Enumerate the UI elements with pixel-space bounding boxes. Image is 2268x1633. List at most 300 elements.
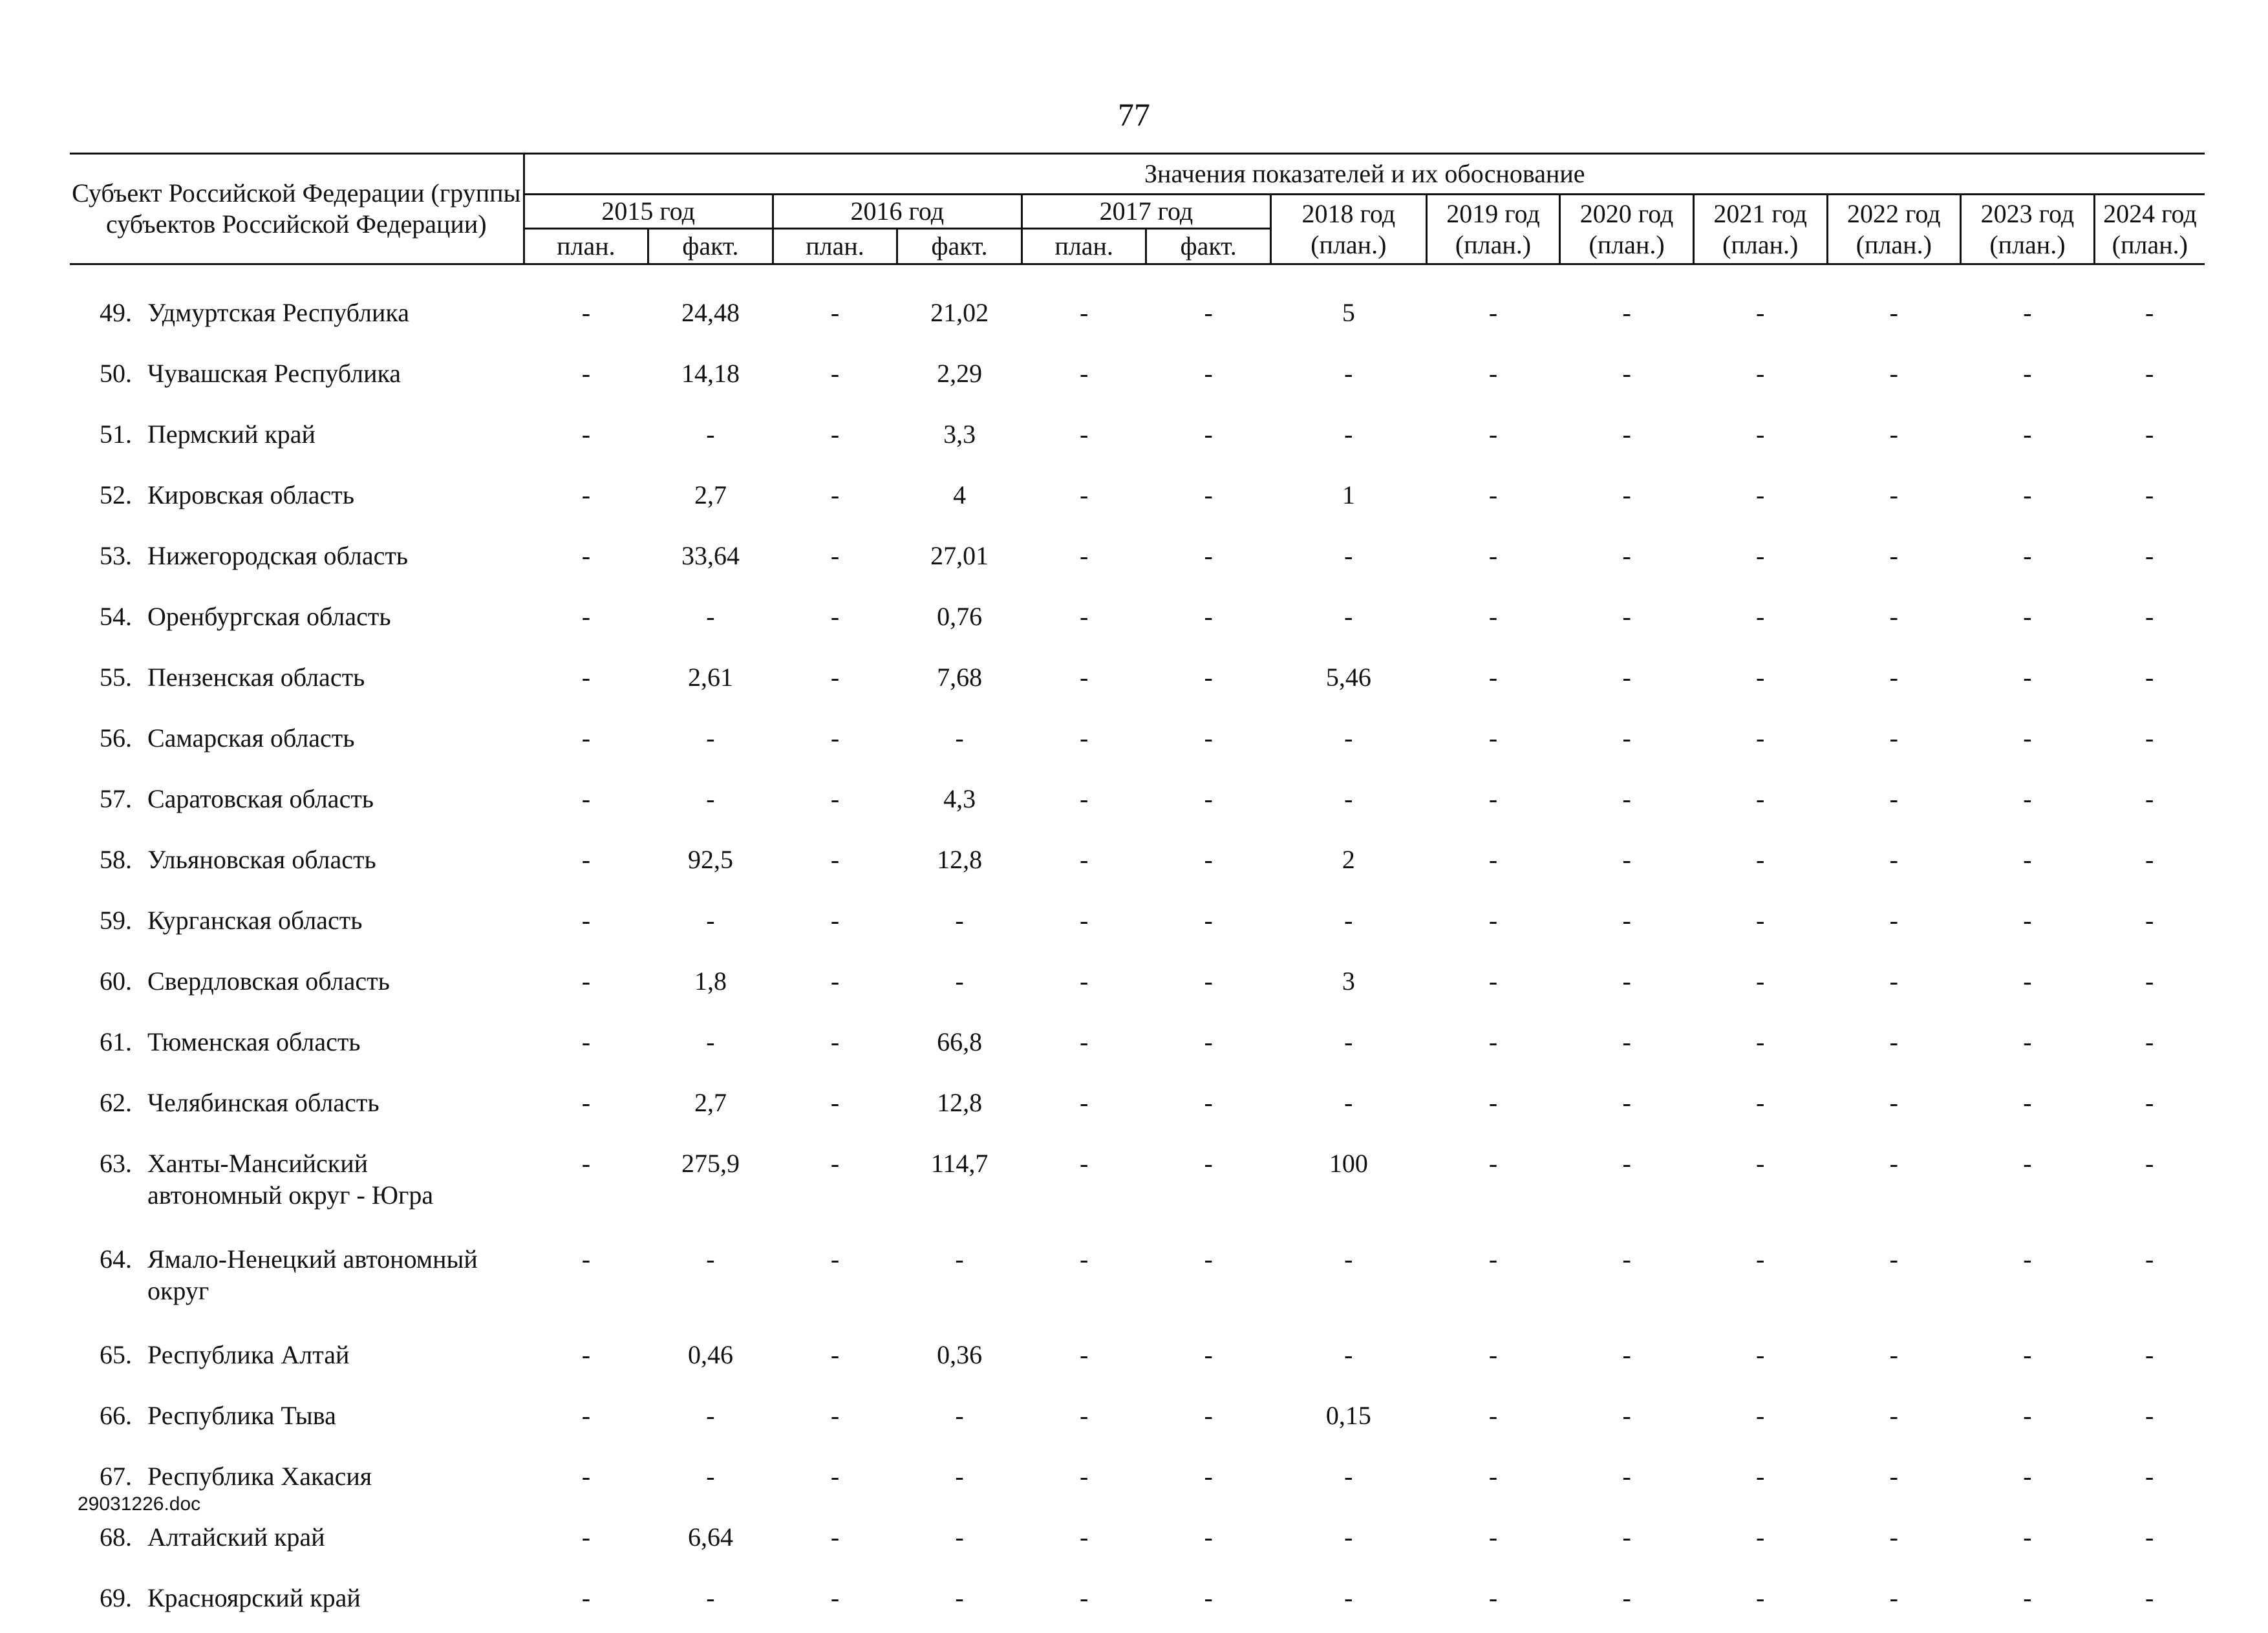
value-cell: -: [773, 591, 897, 652]
value-cell: 1: [1270, 469, 1426, 530]
table-row: [70, 652, 2205, 712]
value-cell: -: [1146, 712, 1271, 773]
value-cell: 12,8: [897, 834, 1022, 895]
value-cell: -: [1426, 1451, 1560, 1511]
value-cell: 14,18: [648, 348, 773, 409]
table-row: [70, 1016, 2205, 1077]
row-number: 62.: [70, 1087, 147, 1119]
value-cell: -: [1693, 348, 1827, 409]
value-cell: -: [897, 895, 1022, 955]
table-row: [70, 348, 2205, 409]
value-cell: -: [1146, 1077, 1271, 1138]
value-cell: -: [1270, 591, 1426, 652]
value-cell: -: [1146, 895, 1271, 955]
fact-subheader: факт.: [1146, 229, 1271, 264]
subject-column-header: Субъект Российской Федерации (группы субъектов Российской Федерации): [70, 154, 524, 264]
value-cell: -: [1146, 1511, 1271, 1572]
value-cell: -: [524, 1233, 648, 1329]
value-cell: -: [2094, 1511, 2205, 1572]
value-cell: -: [1270, 1016, 1426, 1077]
subject-cell: [70, 1511, 524, 1572]
value-cell: -: [1022, 1233, 1146, 1329]
value-cell: -: [773, 1572, 897, 1633]
value-cell: -: [773, 1233, 897, 1329]
value-cell: -: [1827, 1016, 1961, 1077]
table-row: [70, 834, 2205, 895]
value-cell: -: [2094, 955, 2205, 1016]
value-cell: -: [773, 834, 897, 895]
value-cell: -: [1693, 712, 1827, 773]
subject-cell: [70, 1329, 524, 1390]
value-cell: -: [897, 1572, 1022, 1633]
value-cell: -: [1560, 469, 1694, 530]
value-cell: -: [524, 1451, 648, 1511]
document-reference: 29031226.doc: [78, 1493, 200, 1515]
value-cell: -: [524, 773, 648, 834]
value-cell: -: [773, 409, 897, 469]
subject-name: Пензенская область: [147, 662, 522, 694]
table-row: [70, 1511, 2205, 1572]
value-cell: -: [1961, 955, 2095, 1016]
value-cell: -: [1560, 1511, 1694, 1572]
value-cell: 0,15: [1270, 1390, 1426, 1451]
value-cell: -: [773, 895, 897, 955]
value-cell: -: [1146, 1329, 1271, 1390]
value-cell: -: [1961, 1016, 2095, 1077]
value-cell: -: [1693, 469, 1827, 530]
subject-name: Челябинская область: [147, 1087, 522, 1119]
value-cell: -: [1827, 591, 1961, 652]
value-cell: -: [1827, 834, 1961, 895]
subject-cell: [70, 348, 524, 409]
table-row: [70, 1138, 2205, 1233]
value-cell: -: [1961, 773, 2095, 834]
value-cell: -: [1827, 287, 1961, 348]
subject-name: Ханты-Мансийский автономный округ - Югра: [147, 1148, 484, 1211]
value-cell: -: [1827, 1390, 1961, 1451]
value-cell: -: [1560, 1016, 1694, 1077]
value-cell: -: [1270, 409, 1426, 469]
subject-name: Республика Тыва: [147, 1400, 522, 1432]
value-cell: -: [524, 469, 648, 530]
value-cell: 4: [897, 469, 1022, 530]
value-cell: -: [1693, 530, 1827, 591]
value-cell: -: [897, 955, 1022, 1016]
value-cell: -: [773, 1511, 897, 1572]
value-cell: -: [1426, 1511, 1560, 1572]
row-number: 51.: [70, 419, 147, 451]
value-cell: -: [1560, 1233, 1694, 1329]
value-cell: -: [1426, 1572, 1560, 1633]
value-cell: -: [648, 409, 773, 469]
value-cell: -: [1827, 530, 1961, 591]
value-cell: -: [1426, 1138, 1560, 1233]
value-cell: -: [1022, 652, 1146, 712]
subject-cell: [70, 834, 524, 895]
value-cell: -: [1560, 1390, 1694, 1451]
value-cell: -: [2094, 1572, 2205, 1633]
value-cell: -: [1961, 591, 2095, 652]
subject-cell: [70, 1077, 524, 1138]
value-cell: -: [2094, 591, 2205, 652]
value-cell: -: [1827, 1329, 1961, 1390]
value-cell: 2,29: [897, 348, 1022, 409]
value-cell: -: [524, 1016, 648, 1077]
row-number: 64.: [70, 1244, 147, 1275]
subject-name: Свердловская область: [147, 966, 522, 998]
value-cell: -: [1022, 1138, 1146, 1233]
subject-cell: [70, 469, 524, 530]
value-cell: -: [1146, 834, 1271, 895]
subject-name: Кировская область: [147, 480, 522, 511]
value-cell: -: [1961, 1511, 2095, 1572]
plan-subheader: план.: [1022, 229, 1146, 264]
value-cell: -: [1827, 955, 1961, 1016]
value-cell: -: [1827, 1138, 1961, 1233]
value-cell: 2: [1270, 834, 1426, 895]
value-cell: -: [773, 530, 897, 591]
value-cell: -: [524, 1572, 648, 1633]
value-cell: -: [2094, 834, 2205, 895]
value-cell: -: [1827, 469, 1961, 530]
value-cell: -: [1961, 834, 2095, 895]
value-cell: -: [1022, 773, 1146, 834]
value-cell: -: [524, 895, 648, 955]
page-number: 77: [0, 98, 2268, 131]
table-row: [70, 1077, 2205, 1138]
value-cell: -: [648, 591, 773, 652]
value-cell: -: [1426, 895, 1560, 955]
value-cell: -: [1961, 287, 2095, 348]
value-cell: -: [1693, 1572, 1827, 1633]
value-cell: -: [2094, 895, 2205, 955]
value-cell: -: [773, 712, 897, 773]
subject-cell: [70, 287, 524, 348]
value-cell: -: [1560, 348, 1694, 409]
table-row: [70, 591, 2205, 652]
value-cell: 3,3: [897, 409, 1022, 469]
value-cell: -: [1426, 1077, 1560, 1138]
subject-cell: [70, 530, 524, 591]
value-cell: -: [524, 1077, 648, 1138]
value-cell: -: [1426, 530, 1560, 591]
table-row: [70, 1329, 2205, 1390]
value-cell: -: [1827, 773, 1961, 834]
value-cell: -: [773, 348, 897, 409]
value-cell: -: [773, 1390, 897, 1451]
value-cell: -: [1270, 1329, 1426, 1390]
subject-cell: [70, 895, 524, 955]
value-cell: -: [1693, 652, 1827, 712]
value-cell: 21,02: [897, 287, 1022, 348]
table-row: [70, 712, 2205, 773]
subject-name: Алтайский край: [147, 1522, 522, 1553]
value-cell: -: [1693, 1451, 1827, 1511]
value-cell: -: [1560, 652, 1694, 712]
value-cell: 100: [1270, 1138, 1426, 1233]
value-cell: -: [1827, 895, 1961, 955]
plan-year-header: 2019 год (план.): [1426, 195, 1560, 264]
row-number: 49.: [70, 297, 147, 329]
value-cell: -: [1827, 712, 1961, 773]
value-cell: -: [1146, 469, 1271, 530]
value-cell: -: [524, 712, 648, 773]
value-cell: -: [1426, 1390, 1560, 1451]
value-cell: -: [1961, 1138, 2095, 1233]
value-cell: -: [524, 1329, 648, 1390]
value-cell: -: [1560, 1329, 1694, 1390]
value-cell: -: [2094, 773, 2205, 834]
plan-year-header: 2022 год (план.): [1827, 195, 1961, 264]
subject-name: Красноярский край: [147, 1583, 522, 1614]
value-cell: -: [524, 1511, 648, 1572]
value-cell: -: [773, 287, 897, 348]
value-cell: -: [897, 1451, 1022, 1511]
value-cell: 7,68: [897, 652, 1022, 712]
value-cell: 3: [1270, 955, 1426, 1016]
subject-name: Чувашская Республика: [147, 358, 522, 390]
row-number: 63.: [70, 1148, 147, 1180]
value-cell: -: [1693, 955, 1827, 1016]
fact-subheader: факт.: [648, 229, 773, 264]
row-number: 67.: [70, 1461, 147, 1493]
value-cell: -: [1426, 955, 1560, 1016]
value-cell: -: [1426, 712, 1560, 773]
value-cell: -: [1693, 409, 1827, 469]
value-cell: -: [1270, 1572, 1426, 1633]
subject-cell: [70, 1016, 524, 1077]
value-cell: -: [2094, 287, 2205, 348]
subject-cell: [70, 591, 524, 652]
value-cell: 4,3: [897, 773, 1022, 834]
value-cell: -: [1961, 1390, 2095, 1451]
table-row: [70, 955, 2205, 1016]
value-cell: -: [1693, 1233, 1827, 1329]
value-cell: -: [773, 1138, 897, 1233]
value-cell: -: [1426, 834, 1560, 895]
value-cell: -: [1426, 773, 1560, 834]
value-cell: -: [1022, 348, 1146, 409]
table-row: [70, 530, 2205, 591]
value-cell: -: [1693, 1016, 1827, 1077]
value-cell: -: [2094, 1016, 2205, 1077]
value-cell: -: [773, 1077, 897, 1138]
value-cell: -: [1426, 287, 1560, 348]
row-number: 66.: [70, 1400, 147, 1432]
value-cell: -: [648, 1390, 773, 1451]
value-cell: -: [773, 1016, 897, 1077]
value-cell: -: [1270, 712, 1426, 773]
value-cell: -: [1270, 1233, 1426, 1329]
subject-cell: [70, 1233, 524, 1329]
row-number: 50.: [70, 358, 147, 390]
subject-name: Тюменская область: [147, 1027, 522, 1058]
row-number: 68.: [70, 1522, 147, 1553]
value-cell: -: [524, 652, 648, 712]
value-cell: -: [1146, 348, 1271, 409]
value-cell: -: [1560, 287, 1694, 348]
value-cell: -: [1146, 1233, 1271, 1329]
value-cell: -: [1270, 1451, 1426, 1511]
value-cell: -: [897, 1511, 1022, 1572]
row-number: 56.: [70, 723, 147, 754]
value-cell: -: [1827, 1572, 1961, 1633]
value-cell: -: [1022, 1390, 1146, 1451]
value-cell: -: [1022, 1511, 1146, 1572]
value-cell: -: [1827, 1077, 1961, 1138]
subject-name: Оренбургская область: [147, 601, 522, 633]
value-cell: -: [1022, 1572, 1146, 1633]
value-cell: -: [1022, 1016, 1146, 1077]
value-cell: -: [1693, 591, 1827, 652]
value-cell: -: [1146, 773, 1271, 834]
row-number: 53.: [70, 540, 147, 572]
value-cell: -: [1693, 1511, 1827, 1572]
value-cell: -: [1022, 409, 1146, 469]
value-cell: -: [897, 1233, 1022, 1329]
subject-name: Ямало-Ненецкий автономный округ: [147, 1244, 484, 1307]
value-cell: -: [2094, 530, 2205, 591]
value-cell: -: [1270, 773, 1426, 834]
value-cell: -: [1693, 895, 1827, 955]
value-cell: -: [1560, 1572, 1694, 1633]
row-number: 59.: [70, 905, 147, 937]
row-number: 54.: [70, 601, 147, 633]
value-cell: -: [1146, 287, 1271, 348]
value-cell: -: [524, 409, 648, 469]
value-cell: -: [524, 591, 648, 652]
value-cell: -: [648, 712, 773, 773]
value-cell: -: [1693, 1138, 1827, 1233]
value-cell: -: [1270, 895, 1426, 955]
table-row: [70, 1233, 2205, 1329]
table-row: [70, 1451, 2205, 1511]
value-cell: 6,64: [648, 1511, 773, 1572]
value-cell: -: [1693, 1077, 1827, 1138]
value-cell: -: [1961, 469, 2095, 530]
value-cell: -: [1560, 409, 1694, 469]
value-cell: -: [1022, 1451, 1146, 1511]
row-number: 60.: [70, 966, 147, 998]
fact-subheader: факт.: [897, 229, 1022, 264]
value-cell: -: [1426, 469, 1560, 530]
value-cell: -: [1270, 1077, 1426, 1138]
value-cell: -: [1827, 348, 1961, 409]
value-cell: -: [648, 1572, 773, 1633]
year-header: 2015 год: [524, 195, 773, 229]
value-cell: -: [1961, 652, 2095, 712]
value-cell: -: [1426, 1233, 1560, 1329]
value-cell: -: [524, 348, 648, 409]
plan-year-header: 2024 год (план.): [2094, 195, 2205, 264]
value-cell: 5,46: [1270, 652, 1426, 712]
subject-name: Республика Алтай: [147, 1339, 522, 1371]
value-cell: -: [1022, 895, 1146, 955]
value-cell: -: [1961, 712, 2095, 773]
subject-name: Ульяновская область: [147, 844, 522, 876]
value-cell: -: [1961, 1451, 2095, 1511]
subject-name: Республика Хакасия: [147, 1461, 522, 1493]
value-cell: 2,7: [648, 1077, 773, 1138]
value-cell: -: [1560, 1451, 1694, 1511]
value-cell: -: [1426, 1329, 1560, 1390]
value-cell: -: [1827, 409, 1961, 469]
value-cell: 92,5: [648, 834, 773, 895]
value-cell: -: [1146, 1390, 1271, 1451]
value-cell: -: [1426, 409, 1560, 469]
value-cell: -: [2094, 1138, 2205, 1233]
value-cell: -: [1560, 712, 1694, 773]
value-cell: -: [1693, 287, 1827, 348]
value-cell: 275,9: [648, 1138, 773, 1233]
subject-cell: [70, 1572, 524, 1633]
plan-year-header: 2020 год (план.): [1560, 195, 1694, 264]
table-body: [70, 264, 2205, 1633]
value-cell: 0,76: [897, 591, 1022, 652]
value-cell: 2,61: [648, 652, 773, 712]
value-cell: -: [2094, 348, 2205, 409]
row-number: 65.: [70, 1339, 147, 1371]
row-number: 58.: [70, 844, 147, 876]
value-cell: -: [1693, 773, 1827, 834]
value-cell: 27,01: [897, 530, 1022, 591]
value-cell: -: [2094, 1329, 2205, 1390]
value-cell: -: [1961, 409, 2095, 469]
value-cell: -: [1022, 712, 1146, 773]
value-cell: -: [1693, 834, 1827, 895]
value-cell: -: [648, 773, 773, 834]
value-cell: -: [1560, 773, 1694, 834]
value-cell: -: [1426, 591, 1560, 652]
subject-cell: [70, 652, 524, 712]
value-cell: -: [1146, 955, 1271, 1016]
value-cell: 0,46: [648, 1329, 773, 1390]
indicator-table: [70, 153, 2205, 1633]
value-cell: -: [524, 530, 648, 591]
value-cell: -: [2094, 712, 2205, 773]
value-cell: -: [1961, 1077, 2095, 1138]
subject-name: Самарская область: [147, 723, 522, 754]
value-cell: -: [1022, 287, 1146, 348]
subject-cell: [70, 955, 524, 1016]
plan-subheader: план.: [773, 229, 897, 264]
value-cell: -: [2094, 1390, 2205, 1451]
value-cell: -: [1961, 1329, 2095, 1390]
value-cell: -: [1961, 530, 2095, 591]
value-cell: -: [1560, 1138, 1694, 1233]
value-cell: -: [1022, 469, 1146, 530]
subject-name: Саратовская область: [147, 784, 522, 815]
value-cell: 2,7: [648, 469, 773, 530]
table-row: [70, 1572, 2205, 1633]
value-cell: -: [1270, 348, 1426, 409]
value-cell: -: [1961, 895, 2095, 955]
value-cell: -: [773, 652, 897, 712]
value-cell: -: [524, 955, 648, 1016]
subject-cell: [70, 712, 524, 773]
plan-year-header: 2023 год (план.): [1961, 195, 2095, 264]
value-cell: -: [524, 1390, 648, 1451]
value-cell: -: [1270, 1511, 1426, 1572]
value-cell: -: [2094, 409, 2205, 469]
value-cell: -: [1146, 1572, 1271, 1633]
value-cell: -: [1270, 530, 1426, 591]
subject-name: Нижегородская область: [147, 540, 522, 572]
row-number: 55.: [70, 662, 147, 694]
value-cell: 1,8: [648, 955, 773, 1016]
value-cell: -: [773, 955, 897, 1016]
value-cell: -: [773, 1329, 897, 1390]
